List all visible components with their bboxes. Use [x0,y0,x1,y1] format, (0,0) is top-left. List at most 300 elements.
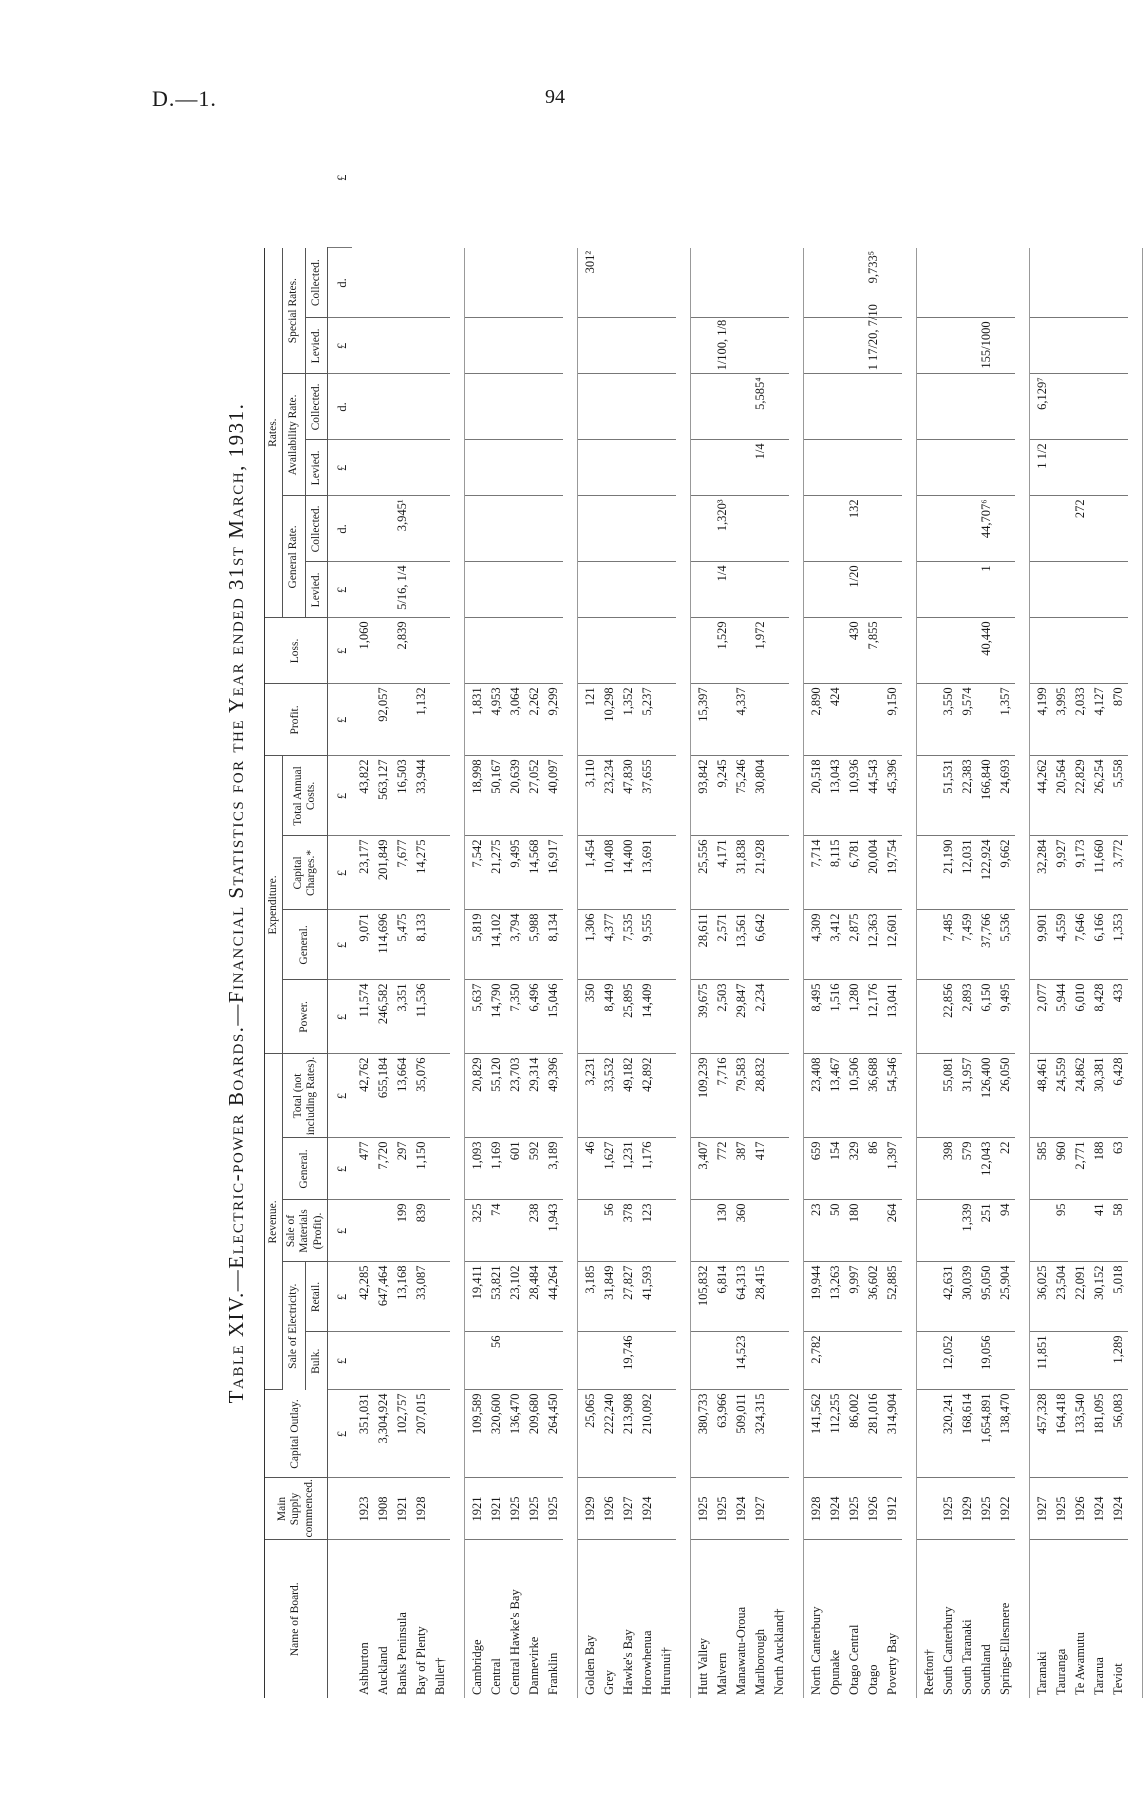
value-cell [431,756,450,836]
col-general-rate: General Rate. [283,496,305,618]
value-cell: 6,150 [977,980,996,1054]
value-cell: 6,642 [751,910,770,980]
value-cell: 3,189 [544,1138,563,1200]
value-cell: 7,646 [1071,910,1090,980]
value-cell: 1,516 [826,980,845,1054]
value-cell [1071,374,1090,440]
value-cell: 15,046 [544,980,563,1054]
unit-cell: £ [327,440,352,496]
value-cell [619,618,638,684]
value-cell: 14,523 [732,1332,751,1390]
unit-cell: £ [327,980,352,1054]
board-name-cell: Teviot [1110,1663,1125,1695]
value-cell: 44,543 [864,756,883,836]
value-cell: 50,167 [487,756,506,836]
value-cell: 56,083 [1109,1390,1128,1478]
col-sale-of-materials: Sale of Materials (Profit). [283,1200,328,1262]
value-cell: 13,041 [883,980,902,1054]
value-cell [1029,618,1052,684]
table-row [525,108,544,1698]
value-cell: 136,470 [506,1390,525,1478]
unit-cell: £ [327,1138,352,1200]
value-cell [577,440,600,496]
board-name-cell: Opunake [827,1649,842,1695]
table-row [826,108,845,1698]
value-cell: 30,039 [958,1262,977,1332]
value-cell [770,618,789,684]
table-row [431,108,450,1698]
value-cell [352,1332,374,1390]
year-cell: 1925 [1052,1478,1071,1540]
table-row [732,108,751,1698]
value-cell: 9,662 [996,836,1015,910]
value-cell [506,562,525,618]
value-cell: 12,031 [958,836,977,910]
value-cell: 109,589 [464,1390,487,1478]
year-cell [431,1478,450,1540]
value-cell [958,248,977,318]
value-cell [1071,1200,1090,1262]
board-name-cell: Franklin [545,1652,560,1695]
value-cell: 7,535 [619,910,638,980]
value-cell: 10,298 [600,684,619,756]
value-cell: 1/4 [713,562,732,618]
value-cell: 22,856 [939,980,958,1054]
value-cell [506,496,525,562]
value-cell [1090,562,1109,618]
value-cell: 960 [1052,1138,1071,1200]
value-cell: 44,262 [1029,756,1052,836]
year-cell: 1925 [506,1478,525,1540]
value-cell [431,1200,450,1262]
value-cell [431,910,450,980]
value-cell [525,248,544,318]
value-cell: 22,829 [1071,756,1090,836]
year-cell: 1929 [577,1478,600,1540]
value-cell: 1,093 [464,1138,487,1200]
value-cell [1052,374,1071,440]
value-cell [996,1332,1015,1390]
value-cell [770,248,789,318]
value-cell [525,496,544,562]
value-cell: 360 [732,1200,751,1262]
value-cell: 3,304,924 [374,1390,393,1478]
col-general-rate-collected: Collected. [305,496,327,562]
value-cell: 31,849 [600,1262,619,1332]
value-cell [352,440,374,496]
value-cell [803,496,826,562]
value-cell [638,1332,657,1390]
year-cell: 1929 [958,1478,977,1540]
value-cell [770,440,789,496]
unit-cell: £ [327,910,352,980]
value-cell [600,318,619,374]
value-cell: 2,262 [525,684,544,756]
value-cell: 9,495 [506,836,525,910]
year-cell: 1925 [690,1478,713,1540]
separator-cell [789,248,804,1698]
value-cell: 30,152 [1090,1262,1109,1332]
value-cell [374,562,393,618]
value-cell: 23,408 [803,1054,826,1138]
value-cell: 2,875 [845,910,864,980]
value-cell: 133,540 [1071,1390,1090,1478]
value-cell: 8,495 [803,980,826,1054]
board-name-cell: Cambridge [469,1639,484,1695]
value-cell: 49,182 [619,1054,638,1138]
year-cell [770,1478,789,1540]
value-cell: 7,855 [864,618,883,684]
board-name-cell: Central [488,1658,503,1695]
value-cell [770,1332,789,1390]
value-cell [412,440,431,496]
year-cell: 1925 [845,1478,864,1540]
value-cell [657,496,676,562]
value-cell: 26,254 [1090,756,1109,836]
value-cell [577,496,600,562]
board-name-cell: Central Hawke's Bay [507,1589,522,1695]
value-cell [464,440,487,496]
value-cell [487,374,506,440]
value-cell [690,248,713,318]
value-cell: 141,562 [803,1390,826,1478]
value-cell: 28,611 [690,910,713,980]
value-cell [352,248,374,318]
unit-cell: £ [327,318,352,374]
value-cell [690,562,713,618]
value-cell [487,318,506,374]
value-cell: 36,025 [1029,1262,1052,1332]
group-separator [789,108,804,1698]
value-cell: 325 [464,1200,487,1262]
value-cell [713,440,732,496]
value-cell: 2,839 [393,618,412,684]
value-cell: 238 [525,1200,544,1262]
value-cell [916,618,939,684]
value-cell: 647,464 [374,1262,393,1332]
value-cell: 52,885 [883,1262,902,1332]
value-cell: 36,688 [864,1054,883,1138]
separator-cell [1128,248,1143,1698]
value-cell [996,374,1015,440]
value-cell [845,684,864,756]
value-cell: 2,033 [1071,684,1090,756]
board-name-cell: Banks Peninsula [394,1612,409,1695]
value-cell: 188 [1090,1138,1109,1200]
board-name-cell: Marlborough [752,1629,767,1695]
value-cell: 210,092 [638,1390,657,1478]
value-cell [939,618,958,684]
value-cell: 6,781 [845,836,864,910]
value-cell [1109,562,1128,618]
value-cell [638,562,657,618]
value-cell [352,318,374,374]
value-cell: 585 [1029,1138,1052,1200]
board-name-cell: Reefton† [921,1649,936,1695]
value-cell: 24,559 [1052,1054,1071,1138]
value-cell [939,562,958,618]
table-row [1071,108,1090,1698]
year-cell: 1924 [638,1478,657,1540]
group-separator [1128,108,1143,1698]
value-cell: 398 [939,1138,958,1200]
value-cell: 25,904 [996,1262,1015,1332]
value-cell: 14,409 [638,980,657,1054]
value-cell [657,1262,676,1332]
table-row [958,108,977,1698]
value-cell: 1/100, 1/8 [713,318,732,374]
value-cell: 95,050 [977,1262,996,1332]
value-cell: 3,794 [506,910,525,980]
value-cell: 2,503 [713,980,732,1054]
value-cell: 563,127 [374,756,393,836]
value-cell [506,1332,525,1390]
value-cell [638,248,657,318]
value-cell: 8,428 [1090,980,1109,1054]
value-cell [431,1390,450,1478]
value-cell: 1,357 [996,684,1015,756]
value-cell [770,1262,789,1332]
value-cell [732,618,751,684]
col-retail: Retail. [305,1262,327,1332]
unit-cell: £ [327,1262,352,1332]
value-cell: 180 [845,1200,864,1262]
value-cell: 54,546 [883,1054,902,1138]
value-cell [393,248,412,318]
value-cell: 19,754 [883,836,902,910]
value-cell [619,562,638,618]
value-cell: 23,703 [506,1054,525,1138]
value-cell: 9,150 [883,684,902,756]
value-cell [916,1262,939,1332]
value-cell [600,496,619,562]
value-cell: 5,988 [525,910,544,980]
value-cell: 63 [1109,1138,1128,1200]
value-cell: 3,231 [577,1054,600,1138]
table-row [803,108,826,1698]
value-cell [657,836,676,910]
value-cell: 9,901 [1029,910,1052,980]
value-cell: 297 [393,1138,412,1200]
value-cell [412,1332,431,1390]
value-cell [883,496,902,562]
value-cell [352,1200,374,1262]
table-row [1090,108,1109,1698]
value-cell: 37,655 [638,756,657,836]
table-row [916,108,939,1698]
value-cell [431,1138,450,1200]
value-cell [431,980,450,1054]
value-cell: 94 [996,1200,1015,1262]
year-cell: 1924 [1109,1478,1128,1540]
year-cell: 1924 [1090,1478,1109,1540]
value-cell: 5/16, 1/4 [393,562,412,618]
value-cell [464,618,487,684]
value-cell: 2,571 [713,910,732,980]
col-total-revenue: Total (not including Rates). [283,1054,328,1138]
value-cell: 164,418 [1052,1390,1071,1478]
value-cell [803,374,826,440]
value-cell [770,684,789,756]
value-cell: 21,275 [487,836,506,910]
value-cell: 2,771 [1071,1138,1090,1200]
value-cell [977,684,996,756]
table-row [374,108,393,1698]
value-cell [996,496,1015,562]
value-cell: 155/1000 [977,318,996,374]
value-cell [412,496,431,562]
value-cell: 44,264 [544,1262,563,1332]
table-row [883,108,902,1698]
value-cell [751,318,770,374]
board-name-cell: Tauranga [1053,1648,1068,1695]
value-cell: 7,459 [958,910,977,980]
table-row [996,108,1015,1698]
value-cell: 23,234 [600,756,619,836]
value-cell [803,248,826,318]
table-row [487,108,506,1698]
value-cell [487,562,506,618]
value-cell: 320,600 [487,1390,506,1478]
value-cell: 24,693 [996,756,1015,836]
value-cell [916,1390,939,1478]
board-name-cell: South Taranaki [959,1619,974,1695]
value-cell: 25,556 [690,836,713,910]
value-cell: 36,602 [864,1262,883,1332]
value-cell: 27,052 [525,756,544,836]
value-cell [713,1332,732,1390]
value-cell: 351,031 [352,1390,374,1478]
year-cell: 1922 [996,1478,1015,1540]
value-cell: 95 [1052,1200,1071,1262]
value-cell [657,562,676,618]
value-cell: 457,328 [1029,1390,1052,1478]
value-cell [393,318,412,374]
value-cell [657,318,676,374]
value-cell: 19,411 [464,1262,487,1332]
value-cell [996,248,1015,318]
value-cell [770,756,789,836]
board-name-cell: Te Awamutu [1072,1632,1087,1695]
value-cell: 19,056 [977,1332,996,1390]
value-cell [845,374,864,440]
value-cell: 659 [803,1138,826,1200]
value-cell [939,248,958,318]
value-cell [487,618,506,684]
value-cell [770,374,789,440]
board-name-cell: Ashburton [356,1642,371,1695]
value-cell: 4,309 [803,910,826,980]
value-cell [770,496,789,562]
value-cell [657,684,676,756]
unit-cell: £ [327,1332,352,1390]
value-cell: 6,166 [1090,910,1109,980]
value-cell [713,248,732,318]
value-cell [431,374,450,440]
value-cell [1090,248,1109,318]
value-cell [525,1332,544,1390]
year-cell: 1928 [412,1478,431,1540]
value-cell [619,248,638,318]
value-cell [826,440,845,496]
value-cell [1052,618,1071,684]
value-cell: 2,077 [1029,980,1052,1054]
col-availability-rate: Availability Rate. [283,374,305,496]
value-cell: 41 [1090,1200,1109,1262]
value-cell: 9,299 [544,684,563,756]
value-cell: 3,351 [393,980,412,1054]
rotated-table-page [152,108,1125,1698]
table-row [1029,108,1052,1698]
value-cell [600,248,619,318]
value-cell [1052,562,1071,618]
value-cell [690,496,713,562]
value-cell [1109,374,1128,440]
value-cell: 264,450 [544,1390,563,1478]
value-cell [544,1332,563,1390]
board-name-cell: Otago [865,1664,880,1695]
value-cell [1052,1332,1071,1390]
board-name-cell: Golden Bay [582,1634,597,1695]
value-cell: 5,536 [996,910,1015,980]
value-cell: 772 [713,1138,732,1200]
value-cell [939,440,958,496]
value-cell: 23,102 [506,1262,525,1332]
value-cell: 11,536 [412,980,431,1054]
value-cell: 63,966 [713,1390,732,1478]
value-cell: 11,851 [1029,1332,1052,1390]
value-cell [600,562,619,618]
value-cell: 5,637 [464,980,487,1054]
value-cell: 6,428 [1109,1054,1128,1138]
board-name-cell: Auckland [375,1646,390,1695]
value-cell [525,374,544,440]
table-row [751,108,770,1698]
value-cell [939,496,958,562]
value-cell: 102,757 [393,1390,412,1478]
value-cell [506,618,525,684]
units-row [327,108,352,1698]
value-cell: 8,134 [544,910,563,980]
value-cell [431,836,450,910]
value-cell: 5,237 [638,684,657,756]
value-cell [506,318,525,374]
year-cell [916,1478,939,1540]
value-cell: 10,506 [845,1054,864,1138]
value-cell: 4,127 [1090,684,1109,756]
value-cell [374,1200,393,1262]
board-name-cell: Hutt Valley [695,1637,710,1695]
value-cell [770,910,789,980]
value-cell: 320,241 [939,1390,958,1478]
value-cell [374,248,393,318]
value-cell: 1,339 [958,1200,977,1262]
value-cell: 14,275 [412,836,431,910]
value-cell [1029,248,1052,318]
table-row [713,108,732,1698]
value-cell: 16,917 [544,836,563,910]
year-cell: 1921 [464,1478,487,1540]
value-cell [657,1390,676,1478]
value-cell: 509,011 [732,1390,751,1478]
value-cell: 1/4 [751,440,770,496]
value-cell: 9,071 [352,910,374,980]
value-cell: 138,470 [996,1390,1015,1478]
value-cell: 9,555 [638,910,657,980]
value-cell: 28,415 [751,1262,770,1332]
value-cell [525,318,544,374]
board-name-cell: Horowhenua [639,1630,654,1695]
